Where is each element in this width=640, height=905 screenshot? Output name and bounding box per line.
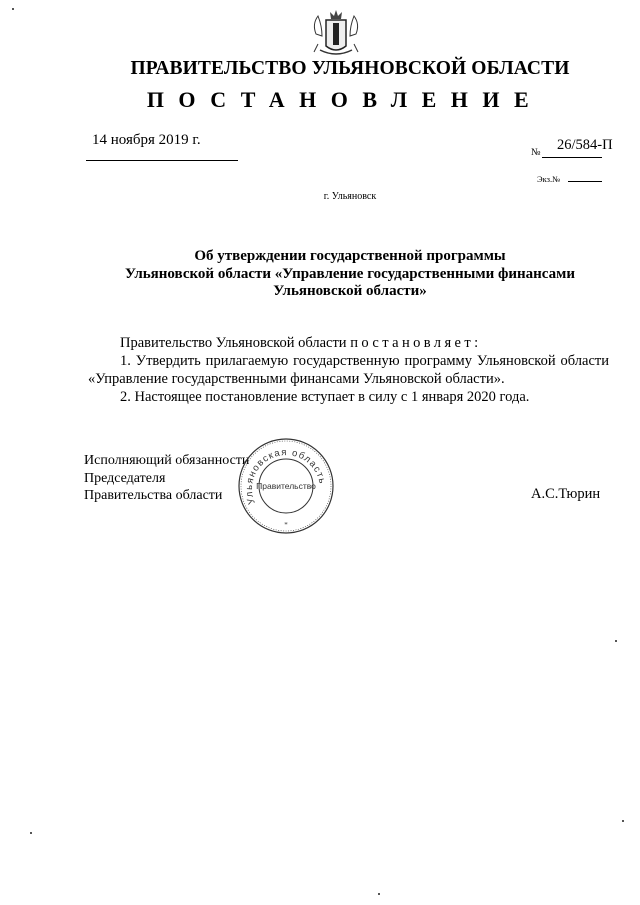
number-underline — [542, 157, 602, 158]
government-title: ПРАВИТЕЛЬСТВО УЛЬЯНОВСКОЙ ОБЛАСТИ — [130, 58, 570, 79]
document-date: 14 ноября 2019 г. — [92, 132, 201, 148]
document-body — [88, 334, 609, 406]
decree-word: постановляет: — [350, 335, 482, 351]
document-heading — [80, 248, 620, 301]
number-mark: № — [531, 147, 541, 158]
official-seal-stamp — [237, 437, 335, 535]
decree-intro — [88, 334, 609, 352]
coat-of-arms-emblem — [308, 6, 364, 60]
svg-text:*: * — [284, 521, 288, 529]
signatory-title-line: Правительства области — [84, 488, 223, 503]
stamp-ring-text: Ульяновская область — [243, 446, 328, 506]
document-type: ПОСТАНОВЛЕНИЕ — [146, 87, 544, 112]
signatory-name: А.С.Тюрин — [531, 486, 601, 502]
heading-line: Об утверждении государственной программы — [194, 248, 506, 264]
copy-number-underline — [568, 181, 602, 182]
stamp-center-text: Правительство — [256, 481, 316, 491]
document-city: г. Ульяновск — [323, 191, 377, 202]
signatory-title — [84, 452, 249, 505]
svg-text:Ульяновская область — [244, 447, 328, 506]
signatory-title-line: Председателя — [84, 470, 166, 486]
intro-text: Правительство Ульяновской области — [120, 335, 347, 351]
heading-line: Ульяновской области» — [273, 283, 427, 299]
scan-speck — [622, 820, 624, 822]
scan-speck — [30, 832, 32, 834]
scan-speck — [12, 8, 14, 10]
decree-item-1: 1. Утвердить прилагаемую государственную программу Ульяновской области «Управление государственными финансами Ульяновской области». — [88, 353, 609, 387]
date-underline — [86, 160, 238, 161]
heading-line: Ульяновской области «Управление государственными финансами — [125, 265, 575, 282]
document-number: 26/584-П — [557, 137, 613, 153]
copy-number-label: Экз.№ — [537, 174, 561, 184]
scan-speck — [615, 640, 617, 642]
decree-item-2: 2. Настоящее постановление вступает в силу с 1 января 2020 года. — [120, 389, 530, 405]
scan-speck — [378, 893, 380, 895]
signatory-title-line: Исполняющий обязанности — [84, 453, 250, 468]
